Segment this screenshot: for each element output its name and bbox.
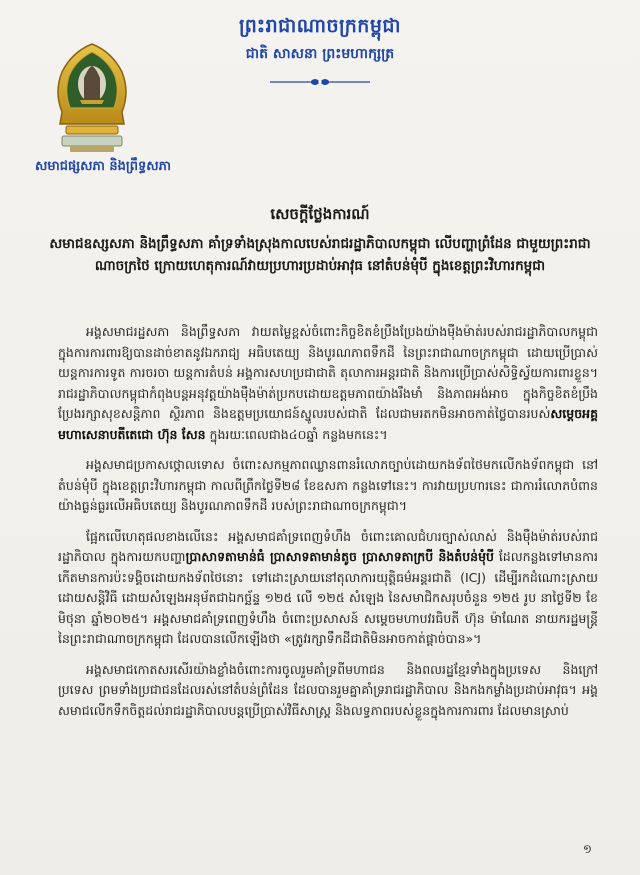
- statement-title: សេចក្ដីថ្លែងការណ៍: [270, 205, 370, 223]
- statement-title-block: [40, 205, 600, 277]
- statement-body: [58, 322, 598, 731]
- paragraph-tail-text: ក្នុងរយៈពេលជាង៤០ឆ្នាំ កន្លងមកនេះ។: [205, 426, 388, 442]
- body-paragraph-3: [58, 527, 598, 650]
- ornament-divider-icon: [270, 76, 370, 88]
- paragraph-text: អង្គសមាជរដ្ឋសភា និងព្រឹទ្ធសភា វាយតម្លៃខ្ពស់ចំពោះកិច្ចខិតខំប្រឹងប្រែងយ៉ាងម៉ឺងម៉ាត់របស់រាជរដ្ឋាភិបាលកម្ពុជា ក្នុងការការពារឱ្យបានដាច់ខាតនូវឯករាជ្យ អធិបតេយ្យ និងបូរណភាពទឹកដី នៃព្រះរាជាណាចក្រកម្ពុជា ដោយប្រើប្រាស់យន្តការការទូត ការចរចា យន្តការតំបន់ អង្គការសហប្រជាជាតិ តុលាការអន្តរជាតិ និងការប្រើប្រាស់សិទ្ធិស្វ័យការពារខ្លួន។ រាជរដ្ឋាភិបាលកម្ពុជាកំពុងបន្តអនុវត្តយ៉ាងម៉ឺងម៉ាត់ប្រកបដោយឧត្តមភាពយ៉ាងរឹងមាំ និងភាពអង់អាច ក្នុងកិច្ចខិតខំប្រឹងប្រែងរក្សាសុខសន្តិភាព ស្ថិរភាព និងឧត្តមប្រយោជន៍ស្នូលរបស់ជាតិ ដែលជាមរតកមិនអាចកាត់ថ្លៃបានរបស់: [58, 324, 598, 421]
- kingdom-heading: ព្រះរាជាណាចក្រកម្ពុជា: [239, 15, 401, 37]
- paragraph-bold-text: ប្រាសាទតាមាន់ធំ ប្រាសាទតាមាន់តូច ប្រាសាទតាក្របី និងតំបន់មុំបី: [185, 549, 494, 564]
- body-paragraph-2: [58, 455, 598, 517]
- body-paragraph-1: [58, 322, 598, 445]
- paragraph-text: ផ្អែកលើហេតុផលខាងលើនេះ អង្គសមាជគាំទ្រពេញទំហឹង ចំពោះគោលជំហរច្បាស់លាស់ និងម៉ឺងម៉ាត់របស់រាជរដ្ឋាភិបាល ក្នុងការយកបញ្ហា: [58, 528, 598, 564]
- paragraph-tail-text: ដែលកន្លងទៅមានការកើតមានការប៉ះទង្គិចដោយកងទ័ពថៃនោះ ទៅដោះស្រាយនៅតុលាការយុត្តិធម៌អន្តរជាតិ (ICJ) ដើម្បីរកដំណោះស្រាយដោយសន្តិវិធី ដោយសំឡេងអនុម័តជាឯកច្ឆ័ន្ទ ១២៥ លើ ១២៥ សំឡេង នៃសមាជិកសរុបចំនួន ១២៥ រូប នាថ្ងៃទី២ ខែមិថុនា ឆ្នាំ២០២៥។ អង្គសមាជគាំទ្រពេញទំហឹង ចំពោះប្រសាសន៍ សម្តេចមហាបវរធិបតី ហ៊ុន ម៉ាណែត នាយករដ្ឋមន្ត្រី នៃព្រះរាជាណាចក្រកម្ពុជា ដែលបានលើកឡើងថា «ត្រូវរក្សាទឹកដីជាតិមិនអាចកាត់ផ្ដាច់បាន»។: [58, 549, 598, 646]
- page-number: ១: [582, 842, 592, 856]
- emblem-caption: សមាជផ្សសភា និងព្រឹទ្ធសភា: [34, 159, 172, 174]
- paragraph-text: អង្គសមាជប្រកាសថ្កោលទោស ចំពោះសកម្មភាពឈ្លានពានរំលោភច្បាប់ដោយកងទ័ពថៃមកលើកងទ័ពកម្ពុជា នៅតំបន់មុំបី ក្នុងខេត្តព្រះវិហារកម្ពុជា កាលពីព្រឹកថ្ងៃទី២៨ ខែឧសភា កន្លងទៅនេះ។ ការវាយប្រហារនេះ ជាការរំលោភបំពានយ៉ាងធ្ងន់ធ្ងរលើអធិបតេយ្យ និងបូរណភាពទឹកដី របស់ព្រះរាជាណាចក្រកម្ពុជា។: [58, 457, 598, 513]
- statement-subtitle: សមាជឧស្សសភា និងព្រឹទ្ធសភា គាំទ្រទាំងស្រុងកាលបេស់រាជរដ្ឋាភិបាលកម្ពុជា លើបញ្ហាព្រំដែន ជាមួយព្រះរាជាណាចក្រថៃ ក្រោយហេតុការណ៍វាយប្រហារប្រដាប់អាវុធ នៅតំបន់មុំបី ក្នុងខេត្តព្រះវិហារកម្ពុជា: [49, 236, 591, 274]
- paragraph-bold-text: សម្តេចអគ្គមហាសេនាបតីតេជោ ហ៊ុន សែន: [58, 406, 598, 442]
- parliament-emblem-icon: [52, 42, 132, 154]
- body-paragraph-4: [58, 660, 598, 722]
- paragraph-text: អង្គសមាជកោតសរសើរយ៉ាងខ្លាំងចំពោះការចូលរួមគាំទ្រពីមហាជន និងពលរដ្ឋខ្មែរទាំងក្នុងប្រទេស និងក្រៅប្រទេស ព្រមទាំងប្រជាជនដែលរស់នៅតំបន់ព្រំដែន ដែលបានរួមគ្នាគាំទ្ររាជរដ្ឋាភិបាល និងកងកម្លាំងប្រដាប់អាវុធ។ អង្គសមាជលើកទឹកចិត្តដល់រាជរដ្ឋាភិបាលបន្តប្រើប្រាស់វិធីសាស្ត្រ និងលទ្ធភាពរបស់ខ្លួនក្នុងការការពារ ដែលមានស្រាប់: [58, 661, 598, 718]
- national-motto: ជាតិ សាសនា ព្រះមហាក្សត្រ: [245, 46, 395, 62]
